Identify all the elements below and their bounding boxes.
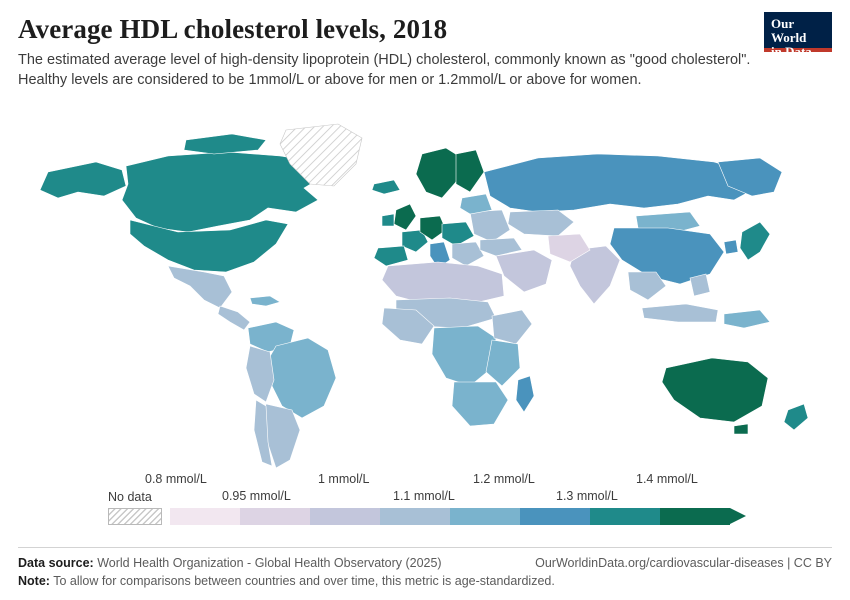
- region-new-zealand[interactable]: [784, 404, 808, 430]
- legend-no-data-label: No data: [108, 490, 152, 505]
- region-kazakhstan[interactable]: [508, 210, 574, 236]
- region-central-america[interactable]: [218, 306, 250, 330]
- legend-no-data-swatch[interactable]: [108, 508, 162, 525]
- region-ireland[interactable]: [382, 214, 394, 226]
- legend-arrow-icon: [730, 508, 746, 524]
- legend-swatch-6[interactable]: [590, 508, 660, 525]
- page-title: Average HDL cholesterol levels, 2018: [18, 14, 448, 44]
- legend-swatch-4[interactable]: [450, 508, 520, 525]
- legend-tick-1.0: 1 mmol/L: [318, 472, 370, 487]
- region-tasmania[interactable]: [734, 424, 748, 434]
- footer-note: [18, 574, 832, 588]
- region-canadian-arctic[interactable]: [184, 134, 266, 154]
- footer-divider: [18, 547, 832, 548]
- region-china[interactable]: [610, 228, 724, 284]
- legend-tick-0.8: 0.8 mmol/L: [145, 472, 207, 487]
- region-east-africa[interactable]: [486, 340, 520, 386]
- chart-header: [18, 14, 832, 90]
- legend-swatch-3[interactable]: [380, 508, 450, 525]
- owid-logo-line2: in Data: [771, 44, 812, 59]
- region-caribbean[interactable]: [250, 296, 280, 306]
- region-finland[interactable]: [456, 150, 484, 192]
- footer-attribution[interactable]: OurWorldinData.org/cardiovascular-diseases | CC BY: [535, 556, 832, 570]
- chart-footer: [18, 547, 832, 588]
- region-middle-east[interactable]: [496, 250, 552, 292]
- region-united-kingdom[interactable]: [394, 204, 416, 230]
- footer-note-text: To allow for comparisons between countries and over time, this metric is age-standardized.: [53, 574, 555, 588]
- region-japan[interactable]: [740, 222, 770, 260]
- region-baltic[interactable]: [460, 194, 492, 214]
- region-mexico[interactable]: [168, 266, 232, 308]
- footer-source: [18, 556, 442, 570]
- region-iceland[interactable]: [372, 180, 400, 194]
- region-australia[interactable]: [662, 358, 768, 422]
- legend-tick-1.3: 1.3 mmol/L: [556, 489, 618, 504]
- footer-source-label: Data source:: [18, 556, 94, 570]
- region-southern-africa[interactable]: [452, 382, 508, 426]
- world-choropleth-map[interactable]: [18, 100, 832, 470]
- region-balkans[interactable]: [452, 242, 484, 266]
- owid-logo-line1: Our World: [771, 16, 807, 45]
- legend-tick-0.95: 0.95 mmol/L: [222, 489, 291, 504]
- region-iberia[interactable]: [374, 246, 408, 266]
- footer-source-text[interactable]: World Health Organization - Global Health Observatory (2025): [97, 556, 442, 570]
- region-madagascar[interactable]: [516, 376, 534, 412]
- region-north-africa[interactable]: [382, 262, 504, 304]
- map-legend[interactable]: [18, 472, 832, 534]
- legend-tick-1.1: 1.1 mmol/L: [393, 489, 455, 504]
- chart-subtitle: The estimated average level of high-density lipoprotein (HDL) cholesterol, commonly known as "good cholesterol". Healthy levels are considered to be 1mmol/L or above for men or 1.2mmol/L or above for women.: [18, 52, 751, 88]
- region-scandinavia[interactable]: [416, 148, 462, 198]
- region-philippines[interactable]: [690, 274, 710, 296]
- region-papua-new-guinea[interactable]: [724, 310, 770, 328]
- owid-logo[interactable]: [764, 12, 832, 59]
- legend-color-bar[interactable]: [170, 508, 746, 525]
- legend-swatch-1[interactable]: [240, 508, 310, 525]
- region-horn-of-africa[interactable]: [492, 310, 532, 344]
- region-central-africa[interactable]: [432, 326, 496, 386]
- region-korea[interactable]: [724, 240, 738, 254]
- legend-tick-1.4: 1.4 mmol/L: [636, 472, 698, 487]
- region-brazil[interactable]: [268, 338, 336, 418]
- legend-tick-1.2: 1.2 mmol/L: [473, 472, 535, 487]
- region-eastern-europe[interactable]: [470, 210, 510, 242]
- region-russia[interactable]: [484, 154, 756, 212]
- legend-swatch-0[interactable]: [170, 508, 240, 525]
- footer-note-label: Note:: [18, 574, 50, 588]
- region-indonesia[interactable]: [642, 304, 718, 322]
- region-peru-bolivia[interactable]: [246, 346, 274, 402]
- legend-swatch-2[interactable]: [310, 508, 380, 525]
- legend-swatch-7[interactable]: [660, 508, 730, 525]
- region-alaska[interactable]: [40, 162, 126, 198]
- legend-swatch-5[interactable]: [520, 508, 590, 525]
